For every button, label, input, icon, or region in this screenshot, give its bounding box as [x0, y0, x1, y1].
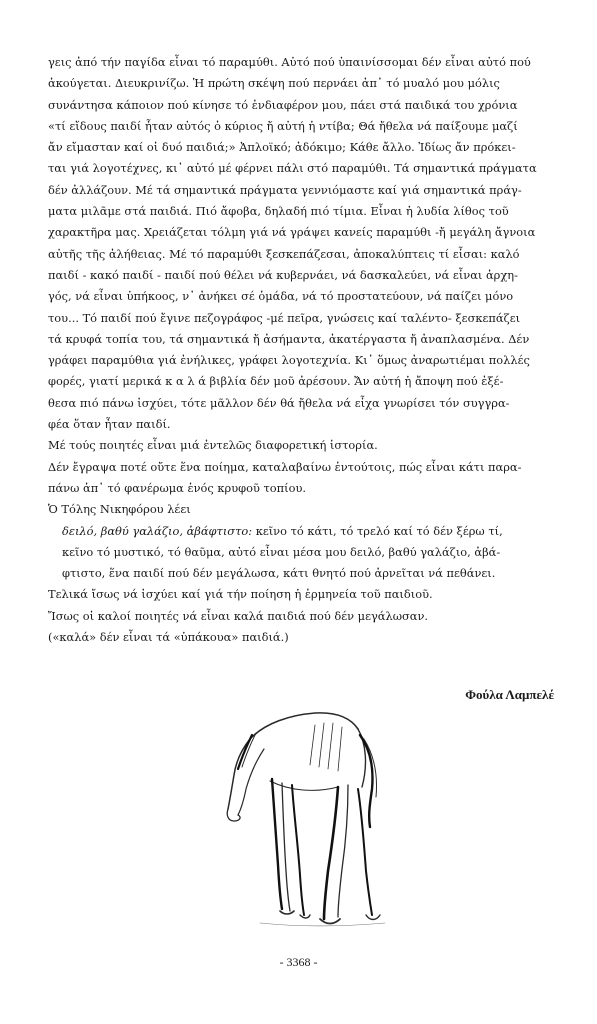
text-line: ἄν εἴμασταν καί οἱ δυό παιδιά;» Ἀπλοϊκό; ἀδόκιμο; Κάθε ἄλλο. Ἰδίως ἄν πρόκει- [48, 140, 516, 155]
text-line: («καλά» δέν εἶναι τά «ὑπάκουα» παιδιά.) [48, 630, 289, 645]
text-line: ἀκούγεται. Διευκρινίζω. Ἡ πρώτη σκέψη πού περνάει ἀπ᾽ τό μυαλό μου μόλις [48, 76, 500, 91]
quote-italic: δειλό, βαθύ γαλάζιο, ἀβάφτιστο: [62, 523, 253, 538]
text-line: «τί εἴδους παιδί ἦταν αὐτός ὁ κύριος ἤ αὐτή ἡ ντίβα; Θά ἤθελα νά παίξουμε μαζί [48, 118, 518, 133]
paragraph-quote-intro [48, 499, 554, 520]
text-line: θεσα πιό πάνω ἰσχύει, τότε μᾶλλον δέν θά ἤθελα νά εἶχα γνωρίσει τόν συγγρα- [48, 395, 510, 410]
text-line: τά κρυφά τοπία του, τά σημαντικά ἤ ἀσήμαντα, ἀκατέργαστα ἤ ἀναπλασμένα. Δέν [48, 331, 530, 346]
text-line: δέν ἀλλάζουν. Μέ τά σημαντικά πράγματα γεννιόμαστε καί γιά σημαντικά πράγ- [48, 182, 522, 197]
article-text [48, 52, 554, 648]
paragraph-poets [48, 435, 554, 456]
text-line: παιδί - κακό παιδί - παιδί πού θέλει νά κυβερνάει, νά δασκαλεύει, νά εἶναι ἀρχη- [48, 267, 518, 282]
text-line: χαρακτῆρα μας. Χρειάζεται τόλμη γιά νά γράψει κανείς παραμύθι -ἤ μεγάλη ἄγνοια [48, 225, 536, 240]
text-line: ται γιά λογοτέχνες, κι᾽ αὐτό μέ φέρνει πάλι στό παραμύθι. Τά σημαντικά πράγματα [48, 161, 537, 176]
horse-sketch-icon [220, 705, 390, 935]
text-line: του... Τό παιδί πού ἔγινε πεζογράφος -μέ πεῖρα, γνώσεις καί ταλέντο- ξεσκεπάζει [48, 310, 521, 325]
text-line: αὐτῆς τῆς ἀλήθειας. Μέ τό παραμύθι ξεσκεπάζεσαι, ἀποκαλύπτεις τί εἶσαι: καλό [48, 246, 520, 261]
author-signature: Φούλα Λαμπελέ [465, 687, 554, 702]
text-line: Ὁ Τόλης Νικηφόρου λέει [48, 502, 191, 517]
page-number: - 3368 - [279, 955, 318, 969]
text-line: φορές, γιατί μερικά κ α λ ά βιβλία δέν μοῦ ἀρέσουν. Ἄν αὐτή ἡ ἄποψη πού ἐξέ- [48, 374, 504, 389]
paragraph-fairy-tale [48, 52, 554, 435]
paragraph-good-poets [48, 606, 554, 627]
paragraph-good-children [48, 627, 554, 648]
poem-quote [48, 521, 554, 585]
text-line: γεις ἀπό τήν παγίδα εἶναι τό παραμύθι. Αὐτό πού ὑπαινίσσομαι δέν εἶναι αὐτό πού [48, 55, 531, 69]
quote-line [62, 521, 554, 542]
text-line: ματα μιλᾶμε στά παιδιά. Πιό ἄφοβα, δηλαδή πιό τίμια. Εἶναι ἡ λυδία λίθος τοῦ [48, 204, 509, 219]
text-line: Τελικά ἴσως νά ἰσχύει καί γιά τήν ποίηση ἡ ἑρμηνεία τοῦ παιδιοῦ. [48, 587, 433, 602]
text-line: γράφει παραμύθια γιά ἐνήλικες, γράφει λογοτεχνία. Κι᾽ ὅμως ἀναρωτιέμαι πολλές [48, 353, 530, 368]
text-line: συνάντησα κάποιον πού κίνησε τό ἐνδιαφέρον μου, πάει στά παιδικά του χρόνια [48, 97, 518, 112]
text-line: Μέ τούς ποιητές εἶναι μιά ἐντελῶς διαφορετική ἱστορία. [48, 438, 378, 453]
text-line: γός, νά εἶναι ὑπήκοος, ν᾽ ἀνήκει σέ ὁμάδα, νά τό προστατεύουν, νά παίζει μόνο [48, 289, 514, 304]
paragraph-conclusion [48, 584, 554, 605]
quote-line: κεῖνο τό μυστικό, τό θαῦμα, αὐτό εἶναι μέσα μου δειλό, βαθύ γαλάζιο, ἀβά- [62, 544, 501, 559]
paragraph-never-wrote-poem [48, 457, 554, 500]
text-line: Ἴσως οἱ καλοί ποιητές νά εἶναι καλά παιδιά πού δέν μεγάλωσαν. [48, 608, 429, 623]
quote-line: φτιστο, ἕνα παιδί πού δέν μεγάλωσα, κάτι θνητό πού ἀρνεῖται νά πεθάνει. [62, 566, 496, 581]
text-line: Δέν ἔγραψα ποτέ οὔτε ἕνα ποίημα, καταλαβαίνω ἐντούτοις, πώς εἶναι κάτι παρα- [48, 459, 522, 474]
text-line: φέα ὅταν ἦταν παιδί. [48, 417, 171, 432]
quote-rest: κεῖνο τό κάτι, τό τρελό καί τό δέν ξέρω τί, [252, 523, 503, 538]
text-line: πάνω ἀπ᾽ τό φανέρωμα ἑνός κρυφοῦ τοπίου. [48, 480, 307, 495]
